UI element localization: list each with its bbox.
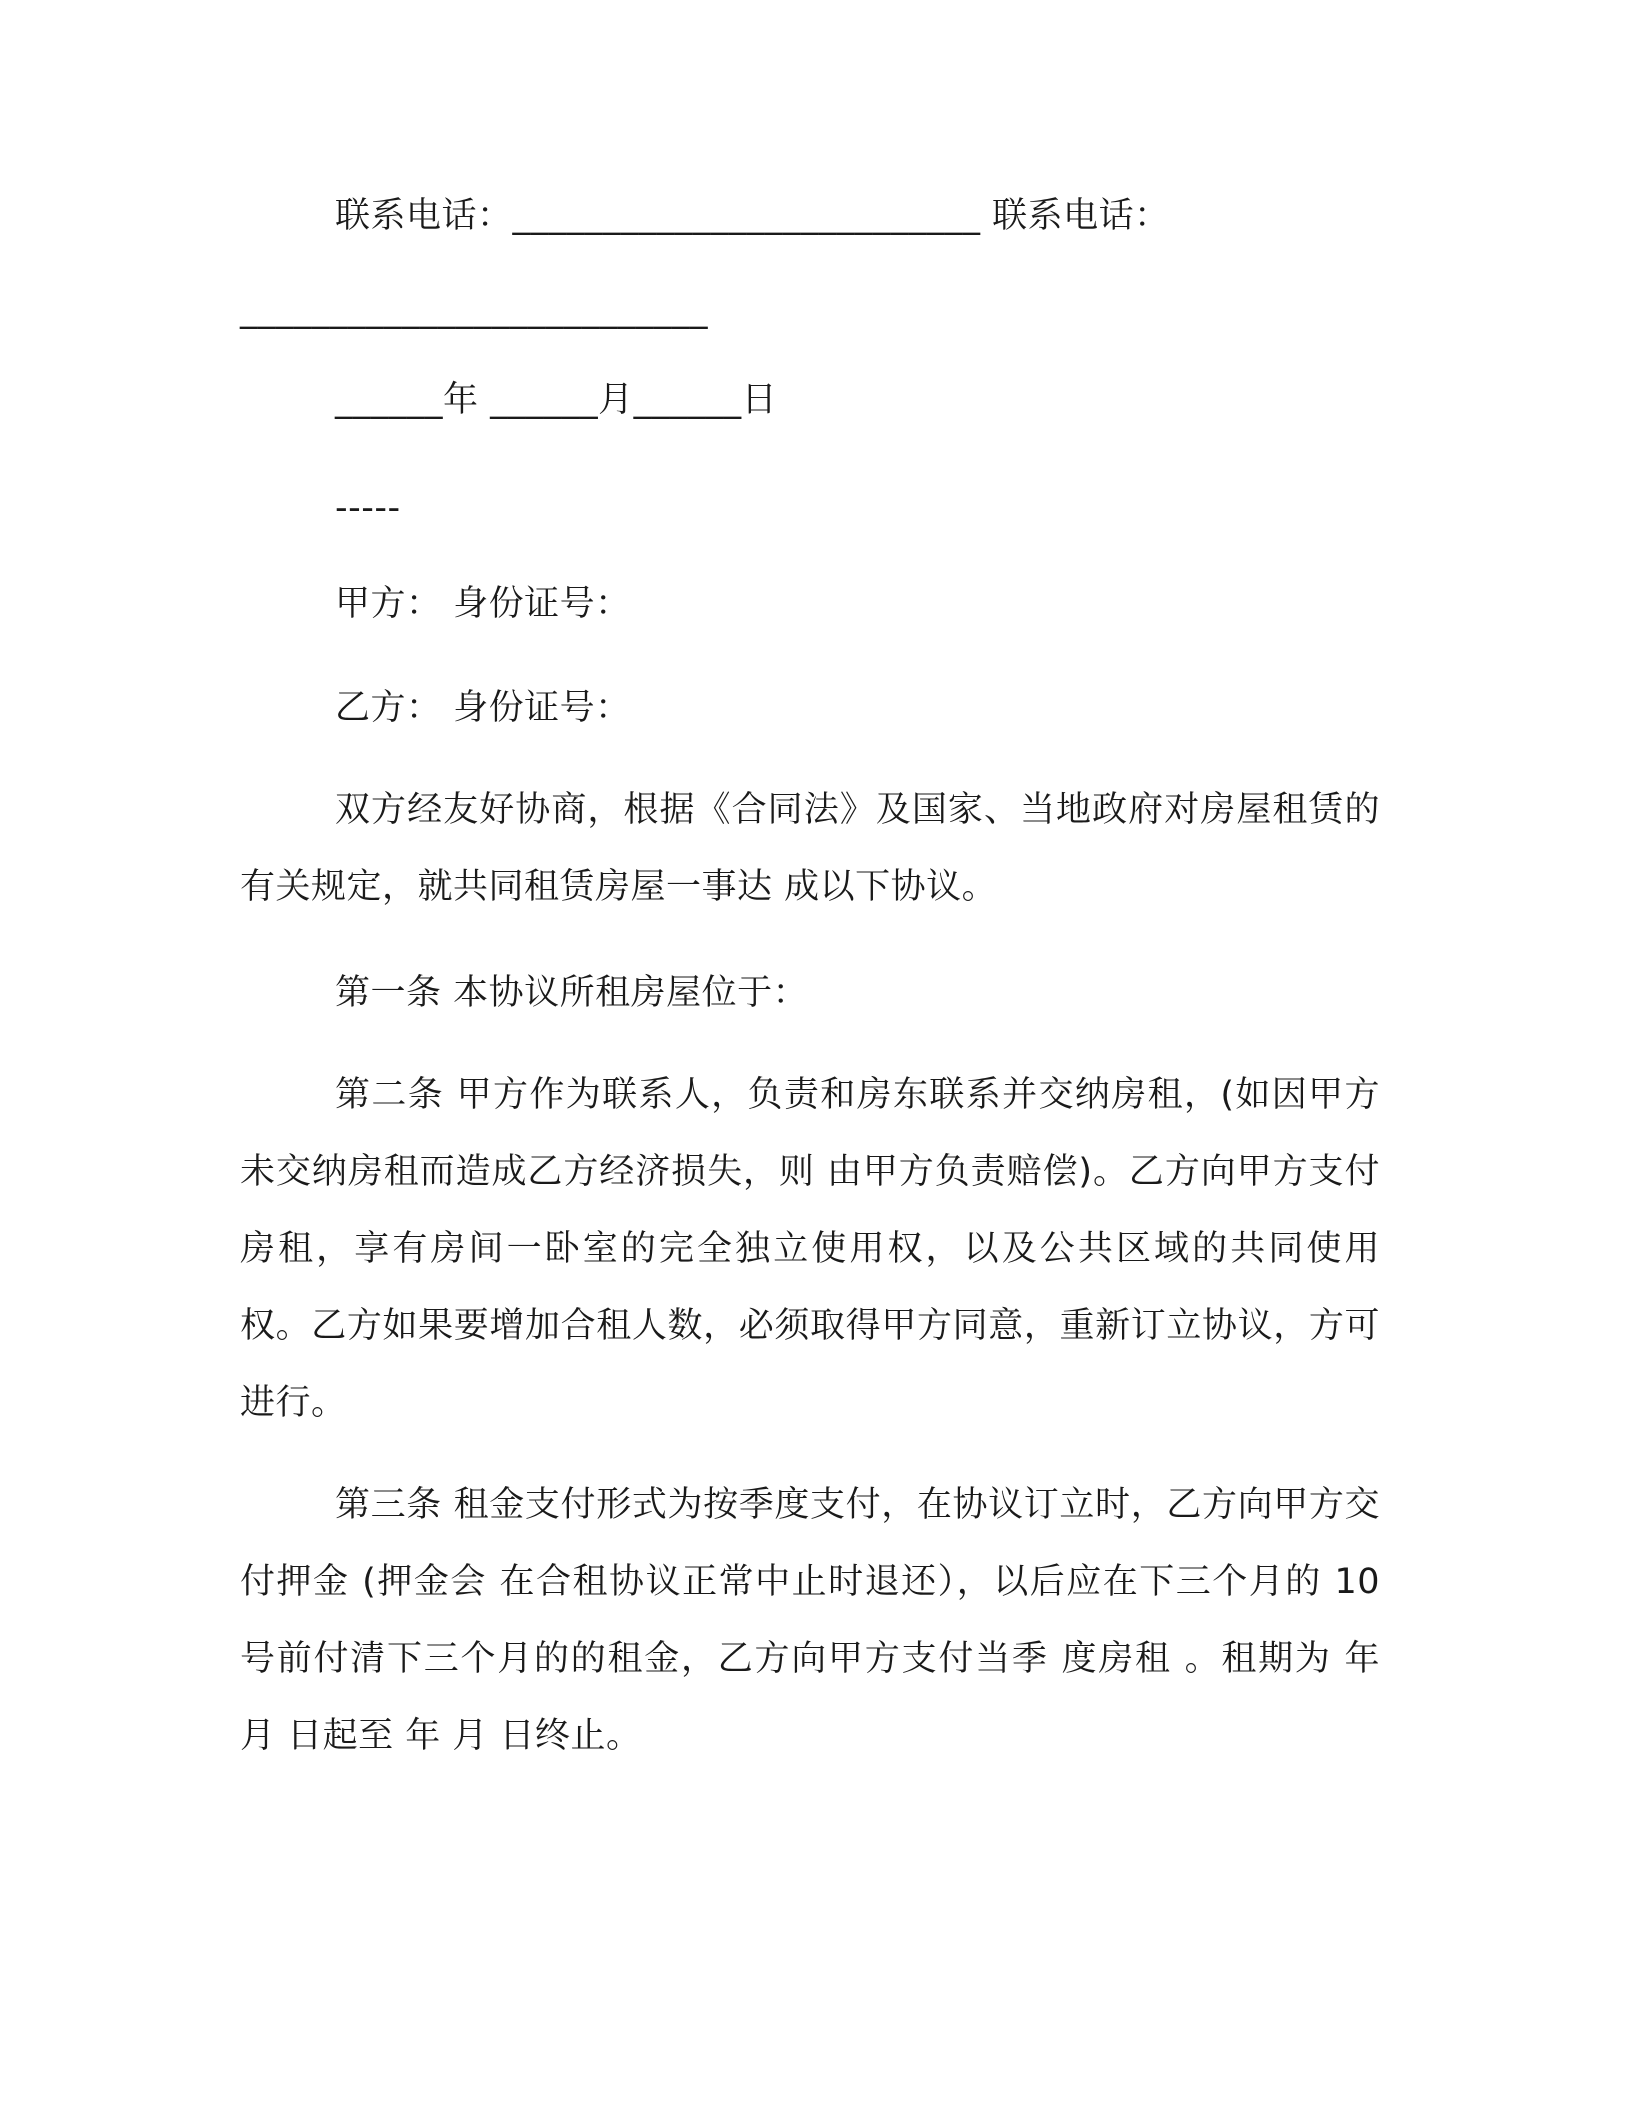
party-b-line: 乙方： 身份证号： [335,688,631,728]
intro-paragraph: 双方经友好协商，根据《合同法》及国家、当地政府对房屋租赁的有关规定，就共同租赁房屋一事达 成以下协议。 [240,790,1380,907]
article-2-paragraph: 第二条 甲方作为联系人，负责和房东联系并交纳房租，(如因甲方未交纳房租而造成乙方经济损失，则 由甲方负责赔偿)。乙方向甲方支付房租，享有房间一卧室的完全独立使用权，以及公共区域的共同使用 权。乙方如果要增加合租人数，必须取得甲方同意，重新订立协议，方可进行。 [240,1075,1380,1423]
article-3-paragraph: 第三条 租金支付形式为按季度支付，在协议订立时，乙方向甲方交付押金 (押金会 在合租协议正常中止时退还），以后应在下三个月的 10 号前付清下三个月的的租金，乙方向甲方支付当季 度房租 。租期为 年 月 日起至 年 月 日终止。 [240,1485,1380,1756]
contact-phone-blank: __________________________ [240,290,708,330]
contact-phone-line: 联系电话：__________________________ 联系电话： [335,196,1170,236]
separator: ----- [335,488,401,528]
article-1-paragraph: 第一条 本协议所租房屋位于： [335,973,809,1013]
party-a-line: 甲方： 身份证号： [335,584,631,624]
date-line: ______年 ______月______日 [335,380,778,420]
